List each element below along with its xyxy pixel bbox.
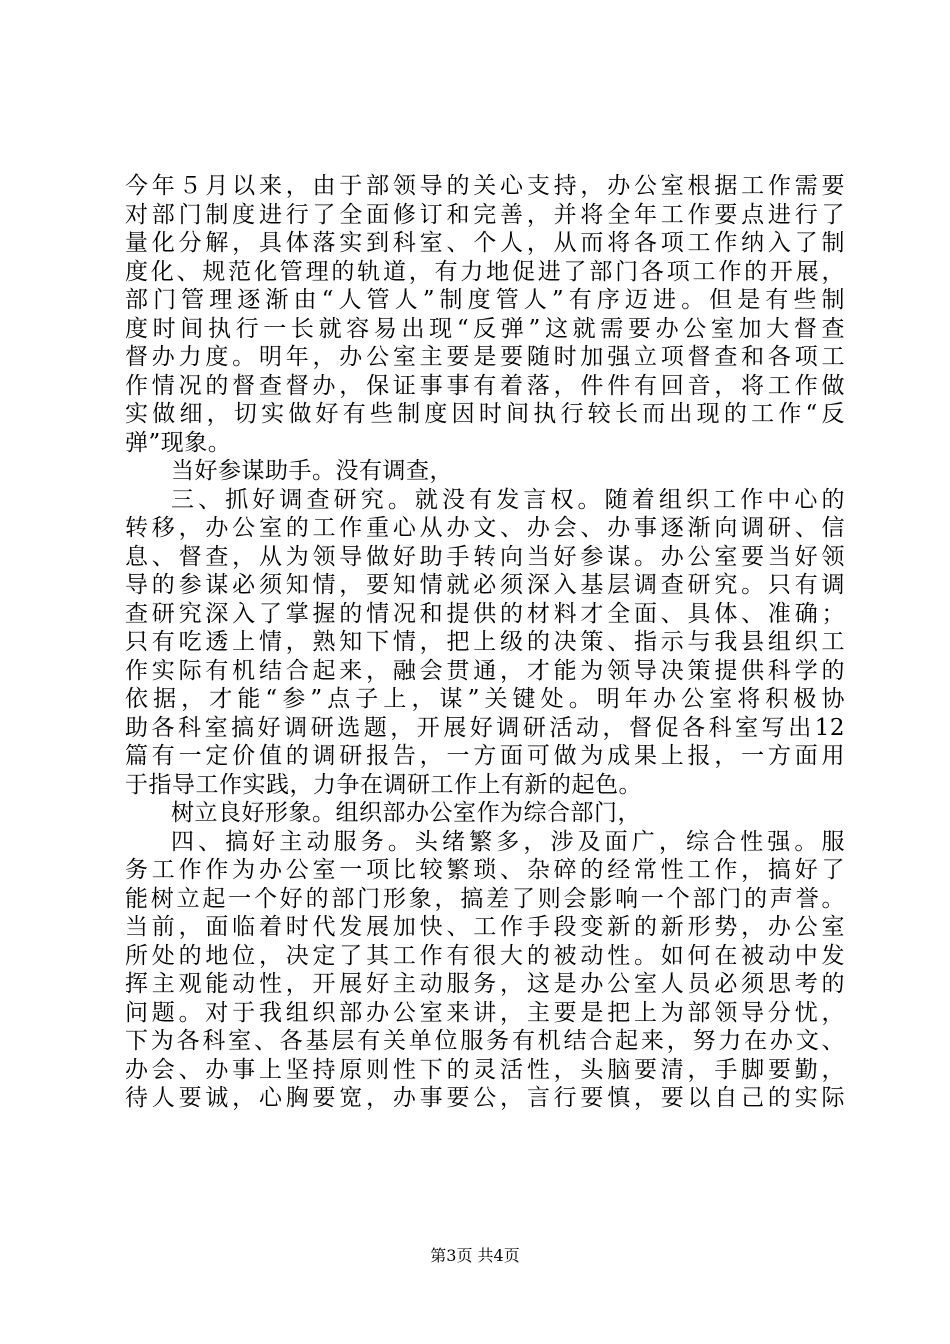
text-line: 量化分解，具体落实到科室、个人，从而将各项工作纳入了制 [125,230,845,256]
text-line: 办会、办事上坚持原则性下的灵活性，头脑要清，手脚要勤， [125,1056,845,1083]
text-line: 挥主观能动性，开展好主动服务，这是办公室人员必须思考的 [125,971,845,997]
text-line: 度化、规范化管理的轨道，有力地促进了部门各项工作的开展， [125,258,845,285]
page-footer: 第3页 共4页 [430,1246,520,1265]
text-line: 今年５月以来，由于部领导的关心支持，办公室根据工作需要 [125,173,845,199]
text-line: 四、搞好主动服务。头绪繁多，涉及面广，综合性强。服 [171,828,845,855]
text-line: 实做细，切实做好有些制度因时间执行较长而出现的工作“反 [125,401,845,427]
text-line: 度时间执行一长就容易出现“反弹”这就需要办公室加大督查 [125,315,845,342]
text-line: 部门管理逐渐由“人管人”制度管人”有序迈进。但是有些制 [125,287,845,313]
text-line: 依据，才能“参”点子上，谋”关键处。明年办公室将积极协 [125,686,845,712]
text-line: 于指导工作实践，力争在调研工作上有新的起色。 [125,771,642,798]
text-line: 篇有一定价值的调研报告，一方面可做为成果上报，一方面用 [125,743,845,769]
text-line: 转移，办公室的工作重心从办文、办会、办事逐渐向调研、信 [125,515,845,541]
text-line: 三、抓好调查研究。就没有发言权。随着组织工作中心的 [171,486,845,513]
text-line: 待人要诚，心胸要宽，办事要公，言行要慎，要以自己的实际 [125,1085,845,1111]
text-line: 树立良好形象。组织部办公室作为综合部门， [171,800,641,826]
text-line: 对部门制度进行了全面修订和完善，并将全年工作要点进行了 [125,201,845,228]
text-line: 导的参谋必须知情，要知情就必须深入基层调查研究。只有调 [125,572,845,598]
text-line: 作情况的督查督办，保证事事有着落，件件有回音，将工作做 [125,372,845,399]
text-line: 弹”现象。 [125,429,232,456]
text-line: 督办力度。明年，办公室主要是要随时加强立项督查和各项工 [125,344,845,370]
text-line: 下为各科室、各基层有关单位服务有机结合起来，努力在办文、 [125,1028,845,1054]
body-text [125,172,845,1113]
text-line: 只有吃透上情，熟知下情，把上级的决策、指示与我县组织工 [125,629,845,655]
text-line: 当好参谋助手。没有调查， [171,458,453,484]
text-line: 能树立起一个好的部门形象，搞差了则会影响一个部门的声誉。 [125,885,845,912]
text-line: 所处的地位，决定了其工作有很大的被动性。如何在被动中发 [125,942,845,969]
text-line: 当前，面临着时代发展加快、工作手段变新的新形势，办公室 [125,914,845,940]
text-line: 助各科室搞好调研选题，开展好调研活动，督促各科室写出12 [125,714,845,741]
text-line: 查研究深入了掌握的情况和提供的材料才全面、具体、准确； [125,600,845,627]
text-line: 问题。对于我组织部办公室来讲，主要是把上为部领导分忧， [125,999,845,1026]
text-line: 务工作作为办公室一项比较繁琐、杂碎的经常性工作，搞好了 [125,857,845,883]
text-line: 作实际有机结合起来，融会贯通，才能为领导决策提供科学的 [125,657,845,684]
text-line: 息、督查，从为领导做好助手转向当好参谋。办公室要当好领 [125,543,845,570]
